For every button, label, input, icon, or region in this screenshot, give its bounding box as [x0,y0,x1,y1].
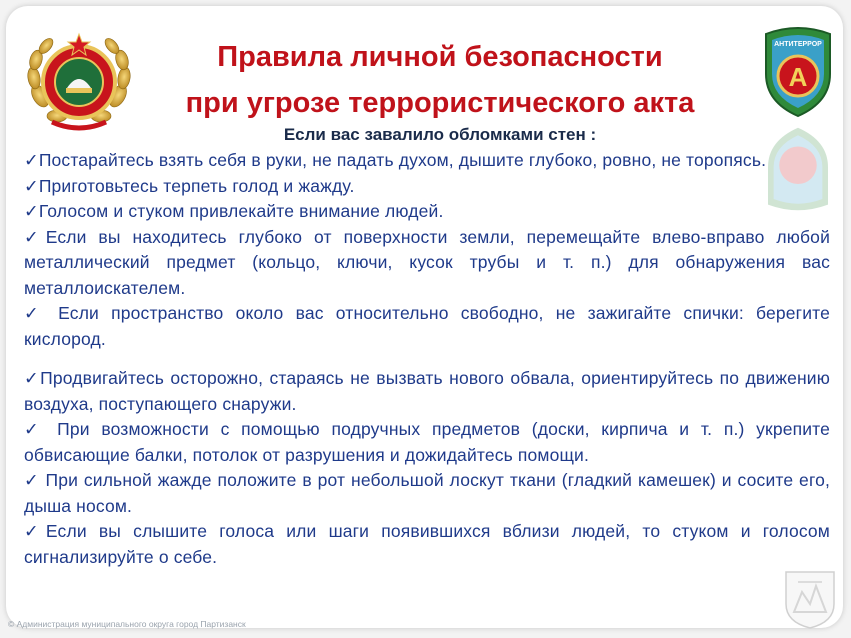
rule-item: ✓Голосом и стуком привлекайте внимание людей. [24,201,444,221]
rule-item: ✓ При сильной жажде положите в рот небольшой лоскут ткани (гладкий камешек) и сосите его, дыша носом. [24,470,830,516]
laurel-emblem-icon [22,26,136,134]
badge-letter: А [788,62,808,92]
page-title-line2: при угрозе террористического акта [185,87,695,119]
rules-list [24,148,830,570]
page-title-line1: Правила личной безопасности [217,41,663,73]
footer-copyright: © Администрация муниципального округа город Партизанск [8,619,246,629]
rule-item: ✓ Если пространство около вас относительно свободно, не зажигайте спички: берегите кислород. [24,303,830,349]
antiterror-shield-icon [760,24,836,120]
rule-item: ✓ При возможности с помощью подручных предметов (доски, кирпича и т. п.) укрепите обвисающие балки, потолок от разрушения и дожидайтесь помощи. [24,419,830,465]
badge-caption: АНТИТЕРРОР [774,41,822,48]
rule-item: ✓Если вы слышите голоса или шаги появившихся вблизи людей, то стуком и голосом сигнализируйте о себе. [24,521,830,567]
rule-item: ✓Если вы находитесь глубоко от поверхности земли, перемещайте влево-вправо любой металлический предмет (кольцо, ключи, кусок трубы и т. п.) для обнаружения вас металлоискателем. [24,226,830,298]
page-subtitle: Если вас завалило обломками стен : [283,125,597,144]
partizansk-coat-of-arms-icon [782,568,838,630]
rule-item: ✓Продвигайтесь осторожно, стараясь не вызвать нового обвала, ориентируйтесь по движению воздуха, поступающего снаружи. [24,368,830,414]
rule-item: ✓Приготовьтесь терпеть голод и жажду. [24,175,355,196]
rule-item: ✓Постарайтесь взять себя в руки, не падать духом, дышите глубоко, ровно, не торопясь. [24,150,767,170]
